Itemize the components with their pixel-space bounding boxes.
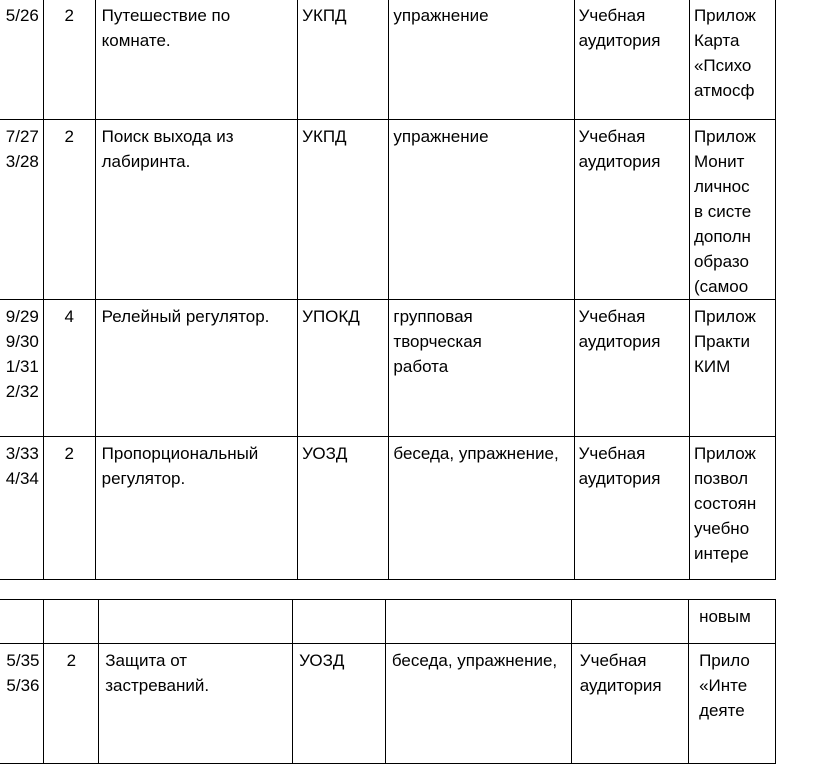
location-cell — [571, 600, 688, 644]
lesson-number-cell: 5/26 — [0, 0, 43, 120]
lesson-number-cell: 9/29 9/30 1/31 2/32 — [0, 300, 43, 437]
notes-cell: Прилож Практи КИМ — [689, 300, 775, 437]
table-row — [0, 644, 776, 764]
table-row — [0, 437, 776, 580]
location-cell: Учебная аудитория — [574, 0, 689, 120]
hours-cell: 2 — [43, 120, 95, 300]
lesson-type-cell — [293, 600, 386, 644]
notes-cell: Прило «Инте деяте — [689, 644, 776, 764]
topic-cell: Защита от застреваний. — [99, 644, 293, 764]
table-row — [0, 300, 776, 437]
topic-cell: Поиск выхода из лабиринта. — [95, 120, 298, 300]
lesson-type-cell: УКПД — [298, 120, 389, 300]
location-cell: Учебная аудитория — [574, 300, 689, 437]
table-row — [0, 600, 776, 644]
hours-cell: 2 — [44, 644, 99, 764]
topic-cell — [99, 600, 293, 644]
lesson-type-cell: УКПД — [298, 0, 389, 120]
notes-cell: Прилож позвол состоян учебно интере — [689, 437, 775, 580]
hours-cell: 2 — [43, 0, 95, 120]
lesson-number-cell — [0, 600, 44, 644]
table-row — [0, 120, 776, 300]
activity-form-cell: беседа, упражнение, — [385, 644, 571, 764]
activity-form-cell: упражнение — [389, 0, 574, 120]
lesson-type-cell: УПОКД — [298, 300, 389, 437]
hours-cell: 2 — [43, 437, 95, 580]
lesson-type-cell: УОЗД — [293, 644, 386, 764]
topic-cell: Релейный регулятор. — [95, 300, 298, 437]
location-cell: Учебная аудитория — [571, 644, 688, 764]
notes-cell: новым — [689, 600, 776, 644]
lesson-plan-table-bottom — [0, 599, 776, 764]
activity-form-cell: групповая творческая работа — [389, 300, 574, 437]
notes-cell: Прилож Монит личнос в систе дополн образо (самоо — [689, 120, 775, 300]
location-cell: Учебная аудитория — [574, 437, 689, 580]
lesson-number-cell: 3/33 4/34 — [0, 437, 43, 580]
notes-cell: Прилож Карта «Психо атмосф — [689, 0, 775, 120]
lesson-number-cell: 7/27 3/28 — [0, 120, 43, 300]
lesson-number-cell: 5/35 5/36 — [0, 644, 44, 764]
location-cell: Учебная аудитория — [574, 120, 689, 300]
topic-cell: Пропорциональный регулятор. — [95, 437, 298, 580]
activity-form-cell: упражнение — [389, 120, 574, 300]
hours-cell — [44, 600, 99, 644]
lesson-type-cell: УОЗД — [298, 437, 389, 580]
activity-form-cell: беседа, упражнение, — [389, 437, 574, 580]
topic-cell: Путешествие по комнате. — [95, 0, 298, 120]
hours-cell: 4 — [43, 300, 95, 437]
table-row — [0, 0, 776, 120]
activity-form-cell — [385, 600, 571, 644]
